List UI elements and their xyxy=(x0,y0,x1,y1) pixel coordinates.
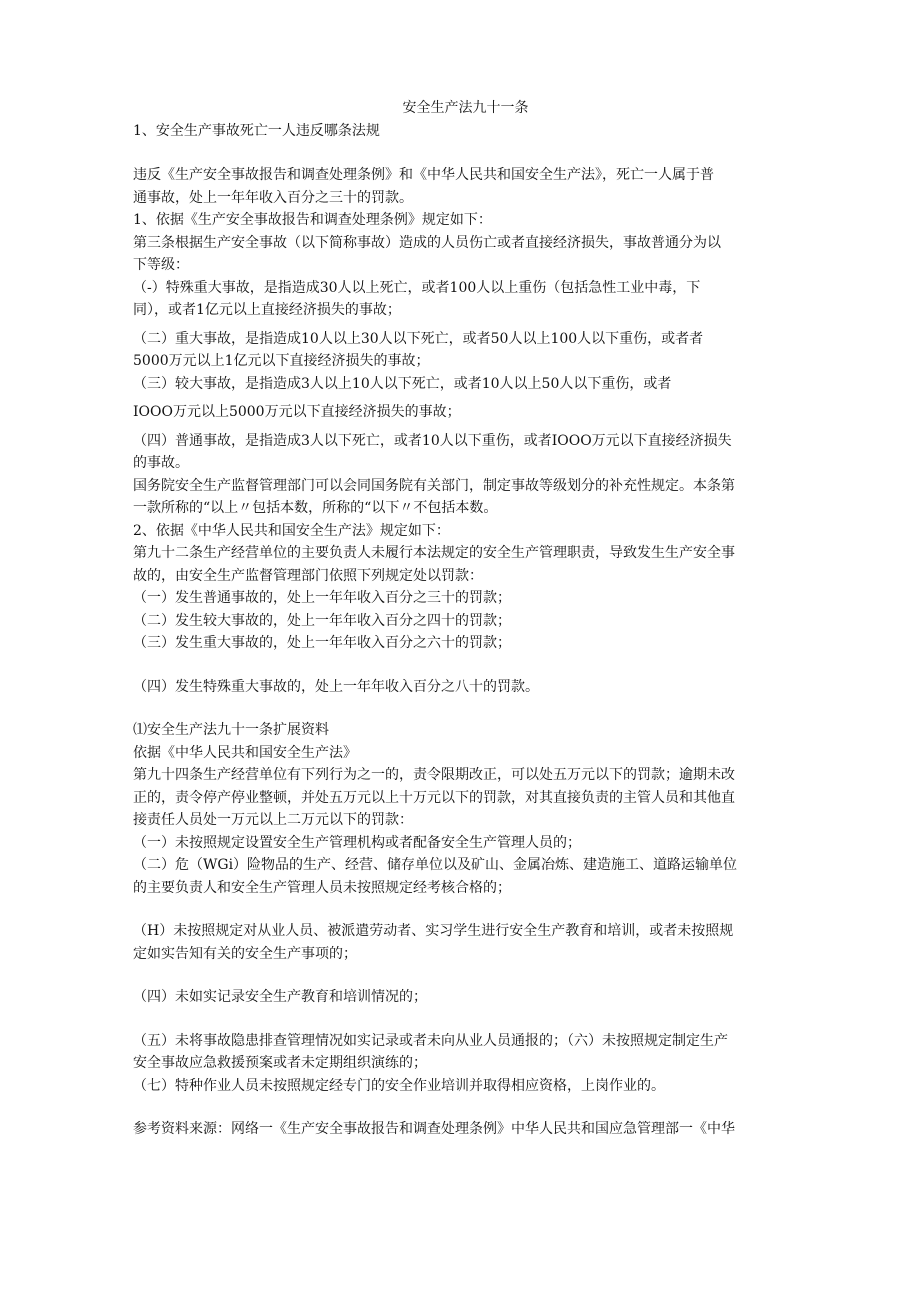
text-line: 下等级： xyxy=(133,257,189,273)
document-title: 安全生产法九十一条 xyxy=(402,100,529,116)
text-line: （三）发生重大事故的，处上一年年收入百分之六十的罚款； xyxy=(133,635,511,651)
text-line: （七）特种作业人员未按照规定经专门的安全作业培训并取得相应资格，上岗作业的。 xyxy=(133,1077,665,1094)
text-line: （一）未按照规定设置安全生产管理机构或者配备安全生产管理人员的； xyxy=(133,834,581,851)
text-line: （二）重大事故，是指造成10人以上30人以下死亡，或者50人以上100人以下重伤，或者者 xyxy=(133,330,704,347)
text-line: （四）未如实记录安全生产教育和培训情况的； xyxy=(133,989,427,1005)
text-line: 同），或者1亿元以上直接经济损失的事故； xyxy=(133,302,401,318)
text-line: 参考资料来源：网络一《生产安全事故报告和调查处理条例》中华人民共和国应急管理部一《中华 xyxy=(133,1121,735,1137)
text-line: 的主要负责人和安全生产管理人员未按照规定经考核合格的； xyxy=(133,879,511,896)
text-line: （四）普通事故，是指造成3人以下死亡，或者10人以下重伤，或者IOOO万元以下直接经济损失 xyxy=(133,432,732,449)
text-line: （-）特殊重大事故，是指造成30人以上死亡，或者100人以上重伤（包括急性工业中毒，下 xyxy=(133,279,701,296)
text-line: （一）发生普通事故的，处上一年年收入百分之三十的罚款； xyxy=(133,590,511,606)
text-line: 定如实告知有关的安全生产事项的； xyxy=(133,945,357,962)
text-line: （二）发生较大事故的，处上一年年收入百分之四十的罚款； xyxy=(133,612,511,629)
text-line: 国务院安全生产监督管理部门可以会同国务院有关部门，制定事故等级划分的补充性规定。本条第 xyxy=(133,477,735,494)
text-line: 故的，由安全生产监督管理部门依照下列规定处以罚款： xyxy=(133,567,483,584)
text-line: 接责任人员处一万元以上二万元以下的罚款： xyxy=(133,812,413,828)
text-line: （二）危（WGi）险物品的生产、经营、储存单位以及矿山、金属冶炼、建造施工、道路运输单位 xyxy=(133,857,738,873)
text-line: 依据《中华人民共和国安全生产法》 xyxy=(133,744,357,761)
text-line: 正的，责令停产停业整顿，并处五万元以上十万元以下的罚款，对其直接负责的主管人员和其他直 xyxy=(133,789,735,806)
text-line: （五）未将事故隐患排查管理情况如实记录或者未向从业人员通报的；（六）未按照规定制定生产 xyxy=(133,1032,728,1049)
text-line: （四）发生特殊重大事故的，处上一年年收入百分之八十的罚款。 xyxy=(133,678,539,695)
text-line: 第三条根据生产安全事故（以下简称事故）造成的人员伤亡或者直接经济损失，事故普通分为以 xyxy=(133,234,721,251)
text-line: 第九十二条生产经营单位的主要负责人未履行本法规定的安全生产管理职责，导致发生生产安全事 xyxy=(133,545,735,561)
text-line: （H）未按照规定对从业人员、被派遣劳动者、实习学生进行安全生产教育和培训，或者未按照规 xyxy=(133,923,734,939)
text-line: 一款所称的“以上〃包括本数，所称的“以下〃不包括本数。 xyxy=(133,500,498,516)
text-line: （三）较大事故，是指造成3人以上10人以下死亡，或者10人以上50人以下重伤，或者 xyxy=(133,375,672,392)
text-line: 1、依据《生产安全事故报告和调查处理条例》规定如下： xyxy=(133,212,492,228)
text-line: 2、依据《中华人民共和国安全生产法》规定如下： xyxy=(133,522,450,539)
text-line: ⑴安全生产法九十一条扩展资料 xyxy=(133,722,329,738)
text-line: IOOO万元以上5000万元以下直接经济损失的事故； xyxy=(133,404,461,420)
text-line: 5000万元以上1亿元以下直接经济损失的事故； xyxy=(133,353,430,369)
document-body xyxy=(133,97,798,1141)
text-line: 违反《生产安全事故报告和调查处理条例》和《中华人民共和国安全生产法》，死亡一人属于普 xyxy=(133,167,714,183)
text-line: 的事故。 xyxy=(133,455,189,471)
text-line: 安全事故应急救援预案或者未定期组织演练的； xyxy=(133,1055,427,1071)
text-line: 1、安全生产事故死亡一人违反哪条法规 xyxy=(133,122,380,139)
text-line: 第九十四条生产经营单位有下列行为之一的，责令限期改正，可以处五万元以下的罚款；逾期未改 xyxy=(133,767,735,783)
text-line: 通事故，处上一年年收入百分之三十的罚款。 xyxy=(133,189,413,206)
